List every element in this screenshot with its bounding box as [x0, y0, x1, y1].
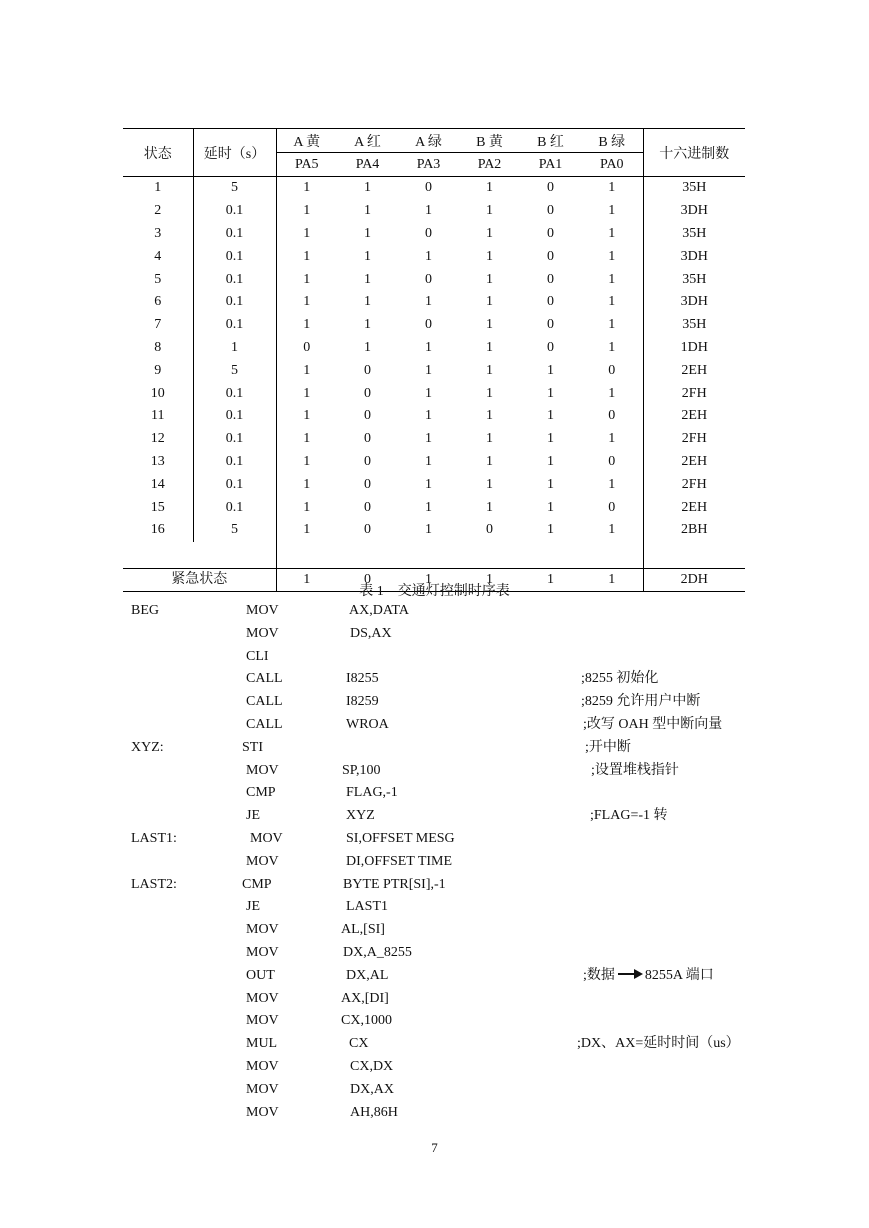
bit-cell: 1 [608, 476, 616, 492]
header-light: B 绿 [581, 129, 643, 153]
code-operand: SI,OFFSET MESG [346, 831, 455, 846]
header-light: A 黄 [276, 129, 337, 153]
table-row [123, 245, 745, 268]
delay-cell: 0.1 [193, 496, 276, 519]
bit-cell: 0 [608, 499, 616, 515]
code-operand: CX,DX [350, 1059, 394, 1074]
table-row [123, 473, 745, 496]
code-opcode: OUT [246, 967, 275, 983]
delay-cell: 0.1 [193, 291, 276, 314]
code-comment-tail: 8255A 端口 [644, 967, 714, 983]
bit-cell: 0 [364, 499, 371, 515]
code-opcode: CMP [246, 785, 276, 801]
header-light: B 红 [520, 129, 581, 153]
header-light: B 黄 [459, 129, 520, 153]
state-cell: 7 [123, 314, 193, 337]
delay-cell: 0.1 [193, 268, 276, 291]
code-operand: AX,[DI] [341, 990, 389, 1006]
table-row [123, 337, 745, 360]
code-opcode: MOV [246, 1059, 279, 1074]
bit-cell: 0 [547, 294, 554, 310]
code-operand: FLAG,-1 [346, 785, 398, 801]
state-cell: 11 [123, 405, 193, 428]
bit-cell: 1 [364, 339, 371, 355]
bit-cell: 0 [364, 476, 371, 492]
bit-cell: 1 [486, 339, 493, 355]
bit-cell: 1 [486, 385, 493, 401]
bit-cell: 0 [364, 362, 371, 378]
bit-cell: 1 [486, 180, 493, 196]
code-opcode: JE [246, 899, 260, 915]
state-cell: 12 [123, 428, 193, 451]
hex-cell: 2DH [643, 568, 745, 591]
header-hex: 十六进制数 [643, 129, 745, 177]
bit-cell: 0 [364, 522, 371, 538]
bit-cell: 1 [303, 385, 311, 401]
table-row [123, 177, 745, 200]
bit-cell: 1 [608, 271, 616, 287]
code-comment: ;8259 允许用户中断 [581, 694, 701, 710]
header-port: PA2 [459, 153, 520, 177]
bit-cell: 1 [425, 522, 432, 538]
header-port: PA1 [520, 153, 581, 177]
state-cell: 1 [123, 177, 193, 200]
page-number: 7 [431, 1140, 438, 1155]
bit-cell: 1 [547, 453, 554, 469]
code-opcode: MOV [246, 990, 279, 1006]
table-row [123, 382, 745, 405]
state-cell: 15 [123, 496, 193, 519]
bit-cell: 0 [364, 385, 371, 401]
hex-cell: 3DH [643, 291, 745, 314]
bit-cell: 1 [364, 271, 371, 287]
bit-cell: 1 [486, 271, 493, 287]
bit-cell: 1 [425, 499, 432, 515]
bit-cell: 1 [459, 568, 520, 591]
emergency-label: 紧急状态 [123, 568, 276, 591]
code-opcode: CALL [246, 694, 283, 710]
bit-cell: 0 [364, 431, 371, 447]
hex-cell: 3DH [643, 245, 745, 268]
table-row [123, 314, 745, 337]
code-opcode: MOV [246, 603, 279, 618]
table-row [123, 496, 745, 519]
state-cell: 14 [123, 473, 193, 496]
bit-cell: 0 [547, 203, 554, 219]
state-cell: 16 [123, 519, 193, 542]
delay-cell: 5 [193, 359, 276, 382]
hex-cell: 3DH [643, 200, 745, 223]
table-row [123, 223, 745, 246]
code-operand: I8259 [346, 694, 379, 710]
bit-cell: 0 [486, 522, 493, 538]
delay-cell: 0.1 [193, 405, 276, 428]
code-operand: I8255 [346, 671, 379, 687]
bit-cell: 0 [608, 408, 616, 424]
hex-cell: 35H [643, 268, 745, 291]
code-opcode: JE [246, 808, 260, 824]
bit-cell: 0 [425, 317, 432, 333]
hex-cell: 35H [643, 223, 745, 246]
bit-cell: 0 [425, 180, 432, 196]
code-opcode: MOV [246, 1081, 279, 1097]
state-cell: 4 [123, 245, 193, 268]
state-cell: 2 [123, 200, 193, 223]
delay-cell: 0.1 [193, 382, 276, 405]
code-opcode: CLI [246, 648, 269, 664]
delay-cell: 0.1 [193, 200, 276, 223]
bit-cell: 1 [425, 385, 432, 401]
bit-cell: 1 [486, 431, 493, 447]
hex-cell: 35H [643, 314, 745, 337]
code-operand: CX [349, 1036, 369, 1052]
bit-cell: 1 [486, 499, 493, 515]
code-operand: CX,1000 [341, 1013, 392, 1029]
code-operand: AH,86H [350, 1104, 398, 1120]
code-operand: DX,A_8255 [343, 945, 412, 960]
bit-cell: 0 [547, 225, 554, 241]
bit-cell: 1 [364, 248, 371, 264]
bit-cell: 1 [547, 522, 554, 538]
bit-cell: 1 [608, 248, 616, 264]
header-port: PA3 [398, 153, 459, 177]
bit-cell: 1 [608, 180, 616, 196]
state-cell: 10 [123, 382, 193, 405]
bit-cell: 1 [364, 225, 371, 241]
delay-cell: 0.1 [193, 451, 276, 474]
table-row [123, 200, 745, 223]
code-operand: LAST1 [346, 899, 388, 915]
header-light: A 绿 [398, 129, 459, 153]
hex-cell: 2BH [643, 519, 745, 542]
code-comment-text: ;数据 [583, 967, 615, 983]
bit-cell: 0 [547, 248, 554, 264]
bit-cell: 1 [303, 431, 311, 447]
bit-cell: 1 [520, 568, 581, 591]
bit-cell: 1 [425, 339, 432, 355]
code-opcode: MOV [246, 922, 279, 938]
bit-cell: 1 [486, 248, 493, 264]
bit-cell: 0 [547, 339, 554, 355]
bit-cell: 1 [486, 408, 493, 424]
bit-cell: 1 [364, 317, 371, 333]
code-comment: ;开中断 [585, 739, 631, 755]
bit-cell: 1 [608, 339, 616, 355]
code-label: XYZ: [131, 739, 164, 755]
bit-cell: 1 [547, 499, 554, 515]
bit-cell: 1 [608, 385, 616, 401]
bit-cell: 0 [425, 271, 432, 287]
bit-cell: 1 [364, 180, 371, 196]
bit-cell: 1 [608, 225, 616, 241]
state-cell: 13 [123, 451, 193, 474]
bit-cell: 1 [303, 408, 311, 424]
bit-cell: 1 [303, 476, 311, 492]
bit-cell: 1 [608, 431, 616, 447]
table-row [123, 359, 745, 382]
code-comment: ;DX、AX=延时时间（us） [577, 1036, 740, 1052]
bit-cell: 1 [425, 476, 432, 492]
bit-cell: 1 [364, 294, 371, 310]
code-opcode: MOV [246, 762, 279, 778]
code-comment: ;改写 OAH 型中断向量 [583, 717, 723, 732]
header-port: PA5 [276, 153, 337, 177]
bit-cell: 1 [581, 568, 643, 591]
hex-cell: 2FH [643, 473, 745, 496]
bit-cell: 1 [276, 568, 337, 591]
bit-cell: 0 [337, 568, 398, 591]
bit-cell: 1 [303, 294, 311, 310]
code-operand: DX,AL [346, 967, 389, 983]
table-body [123, 177, 745, 592]
code-opcode: MOV [246, 945, 279, 960]
code-operand: DX,AX [350, 1081, 394, 1097]
bit-cell: 1 [303, 362, 311, 378]
bit-cell: 1 [425, 248, 432, 264]
bit-cell: 1 [425, 453, 432, 469]
bit-cell: 1 [303, 180, 311, 196]
code-comment: ;8255 初始化 [581, 671, 659, 687]
bit-cell: 1 [303, 317, 311, 333]
bit-cell: 1 [608, 203, 616, 219]
bit-cell: 1 [486, 476, 493, 492]
bit-cell: 1 [425, 362, 432, 378]
code-operand: WROA [346, 717, 389, 732]
bit-cell: 1 [303, 271, 311, 287]
code-comment: ;FLAG=-1 转 [590, 808, 668, 824]
bit-cell: 1 [303, 499, 311, 515]
bit-cell: 1 [398, 568, 459, 591]
table-row [123, 291, 745, 314]
bit-cell: 1 [425, 294, 432, 310]
code-label: LAST2: [131, 876, 177, 892]
bit-cell: 1 [608, 522, 616, 538]
code-opcode: MOV [246, 625, 279, 641]
code-comment: ;设置堆栈指针 [591, 762, 679, 778]
code-operand: BYTE PTR[SI],-1 [343, 876, 446, 892]
state-cell: 9 [123, 359, 193, 382]
delay-cell: 0.1 [193, 245, 276, 268]
code-opcode: MOV [246, 853, 279, 869]
bit-cell: 0 [608, 362, 616, 378]
state-cell: 3 [123, 223, 193, 246]
delay-cell: 0.1 [193, 428, 276, 451]
delay-cell: 0.1 [193, 223, 276, 246]
hex-cell: 2EH [643, 496, 745, 519]
bit-cell: 1 [486, 362, 493, 378]
code-label: LAST1: [131, 831, 177, 846]
code-operand: AX,DATA [349, 603, 409, 618]
delay-cell: 1 [193, 337, 276, 360]
spacer-row [123, 542, 745, 569]
header-delay: 延时（s） [193, 129, 276, 177]
code-operand: SP,100 [342, 762, 381, 778]
hex-cell: 2EH [643, 451, 745, 474]
bit-cell: 1 [364, 203, 371, 219]
code-operand: DI,OFFSET TIME [346, 853, 453, 869]
delay-cell: 0.1 [193, 473, 276, 496]
hex-cell: 2FH [643, 382, 745, 405]
bit-cell: 1 [608, 294, 616, 310]
hex-cell: 1DH [643, 337, 745, 360]
bit-cell: 0 [608, 453, 616, 469]
timing-table [123, 128, 745, 592]
header-state: 状态 [123, 129, 193, 177]
bit-cell: 0 [364, 408, 371, 424]
code-opcode: MOV [250, 831, 283, 846]
code-operand: XYZ [346, 808, 375, 824]
bit-cell: 1 [303, 453, 311, 469]
bit-cell: 1 [547, 476, 554, 492]
header-port: PA0 [581, 153, 643, 177]
hex-cell: 2EH [643, 359, 745, 382]
hex-cell: 2EH [643, 405, 745, 428]
bit-cell: 0 [547, 180, 554, 196]
state-cell: 8 [123, 337, 193, 360]
table-row [123, 451, 745, 474]
bit-cell: 1 [303, 203, 311, 219]
hex-cell: 2FH [643, 428, 745, 451]
header-light: A 红 [337, 129, 398, 153]
delay-cell: 0.1 [193, 314, 276, 337]
bit-cell: 1 [486, 225, 493, 241]
code-opcode: MOV [246, 1104, 279, 1120]
bit-cell: 1 [425, 431, 432, 447]
code-comment [583, 965, 714, 988]
bit-cell: 1 [486, 203, 493, 219]
bit-cell: 1 [486, 453, 493, 469]
table-row [123, 428, 745, 451]
table-caption: 表 1 交通灯控制时序表 [359, 584, 510, 599]
bit-cell: 1 [486, 317, 493, 333]
bit-cell: 1 [547, 408, 554, 424]
bit-cell: 1 [486, 294, 493, 310]
code-opcode: MOV [246, 1013, 279, 1029]
bit-cell: 0 [547, 317, 554, 333]
bit-cell: 1 [303, 248, 311, 264]
bit-cell: 0 [547, 271, 554, 287]
bit-cell: 0 [303, 339, 311, 355]
right-arrow-icon [617, 968, 643, 980]
code-opcode: STI [242, 739, 263, 755]
bit-cell: 1 [303, 225, 311, 241]
state-cell: 6 [123, 291, 193, 314]
code-operand: DS,AX [350, 625, 392, 641]
bit-cell: 1 [547, 431, 554, 447]
bit-cell: 1 [547, 385, 554, 401]
table-row [123, 519, 745, 542]
code-operand: AL,[SI] [341, 922, 385, 938]
bit-cell: 0 [364, 453, 371, 469]
delay-cell: 5 [193, 177, 276, 200]
state-cell: 5 [123, 268, 193, 291]
bit-cell: 1 [425, 408, 432, 424]
table-row [123, 405, 745, 428]
bit-cell: 1 [425, 203, 432, 219]
code-opcode: CALL [246, 717, 283, 732]
bit-cell: 1 [608, 317, 616, 333]
code-opcode: CMP [242, 876, 272, 892]
code-opcode: MUL [246, 1036, 278, 1052]
hex-cell: 35H [643, 177, 745, 200]
code-opcode: CALL [246, 671, 283, 687]
code-label: BEG [131, 603, 159, 618]
delay-cell: 5 [193, 519, 276, 542]
table-row [123, 268, 745, 291]
header-port: PA4 [337, 153, 398, 177]
bit-cell: 1 [303, 522, 311, 538]
bit-cell: 0 [425, 225, 432, 241]
bit-cell: 1 [547, 362, 554, 378]
